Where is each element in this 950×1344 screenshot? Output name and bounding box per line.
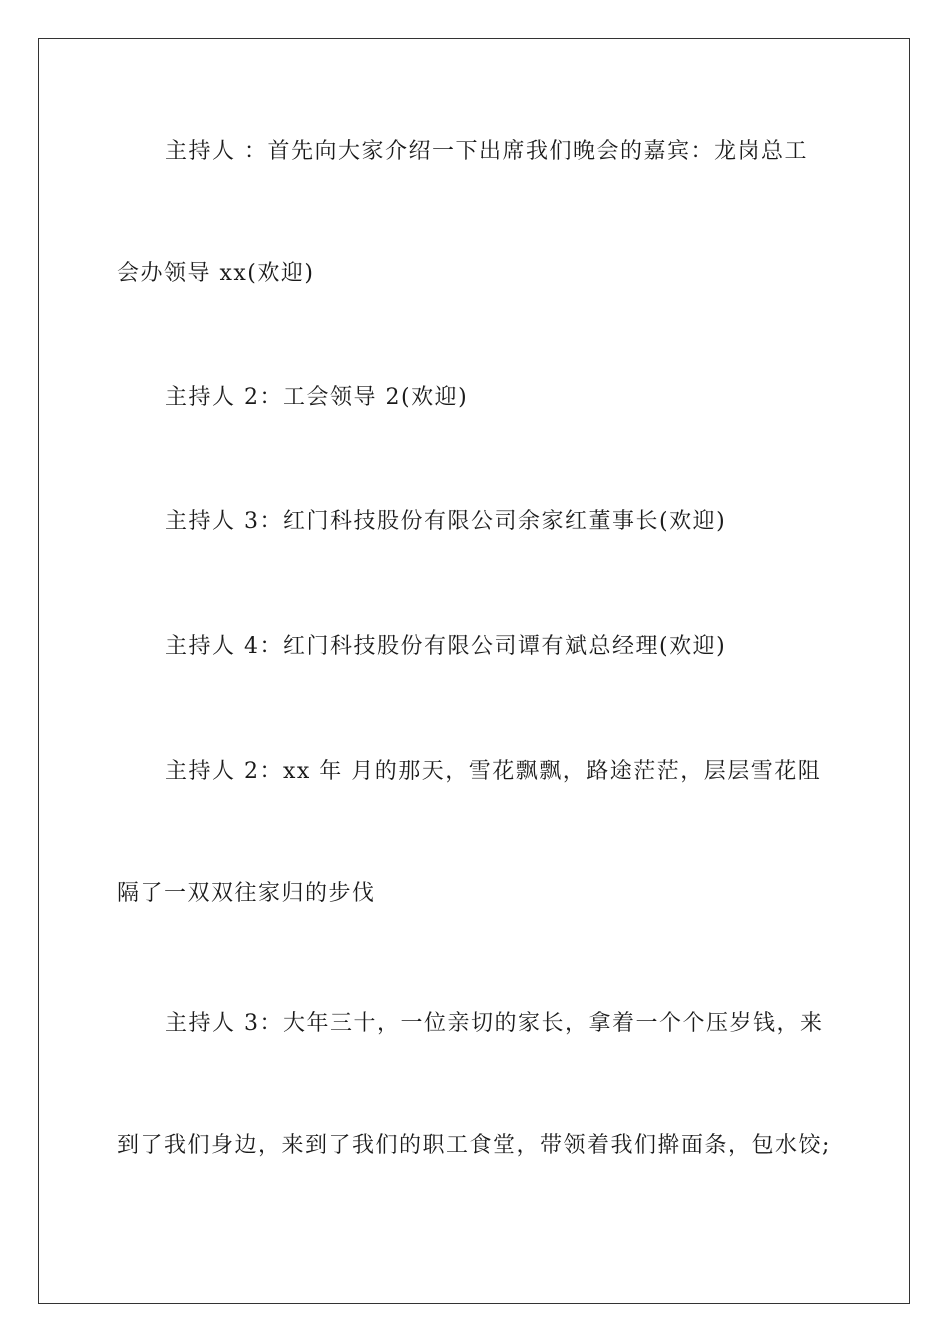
page-border <box>38 38 910 1304</box>
text-line-5: 主持人 4：红门科技股份有限公司谭有斌总经理(欢迎) <box>165 634 727 659</box>
text-line-1: 主持人 ：首先向大家介绍一下出席我们晚会的嘉宾：龙岗总工 <box>165 139 808 164</box>
text-line-7: 隔了一双双往家归的步伐 <box>117 881 376 906</box>
text-line-6: 主持人 2：xx 年 月的那天，雪花飘飘，路途茫茫，层层雪花阻 <box>165 759 822 784</box>
text-line-9: 到了我们身边，来到了我们的职工食堂，带领着我们擀面条，包水饺; <box>117 1133 831 1158</box>
text-line-3: 主持人 2：工会领导 2(欢迎) <box>165 385 469 410</box>
text-line-8: 主持人 3：大年三十，一位亲切的家长，拿着一个个压岁钱，来 <box>165 1011 824 1036</box>
text-line-2: 会办领导 xx(欢迎) <box>117 261 315 286</box>
text-line-4: 主持人 3：红门科技股份有限公司余家红董事长(欢迎) <box>165 509 727 534</box>
